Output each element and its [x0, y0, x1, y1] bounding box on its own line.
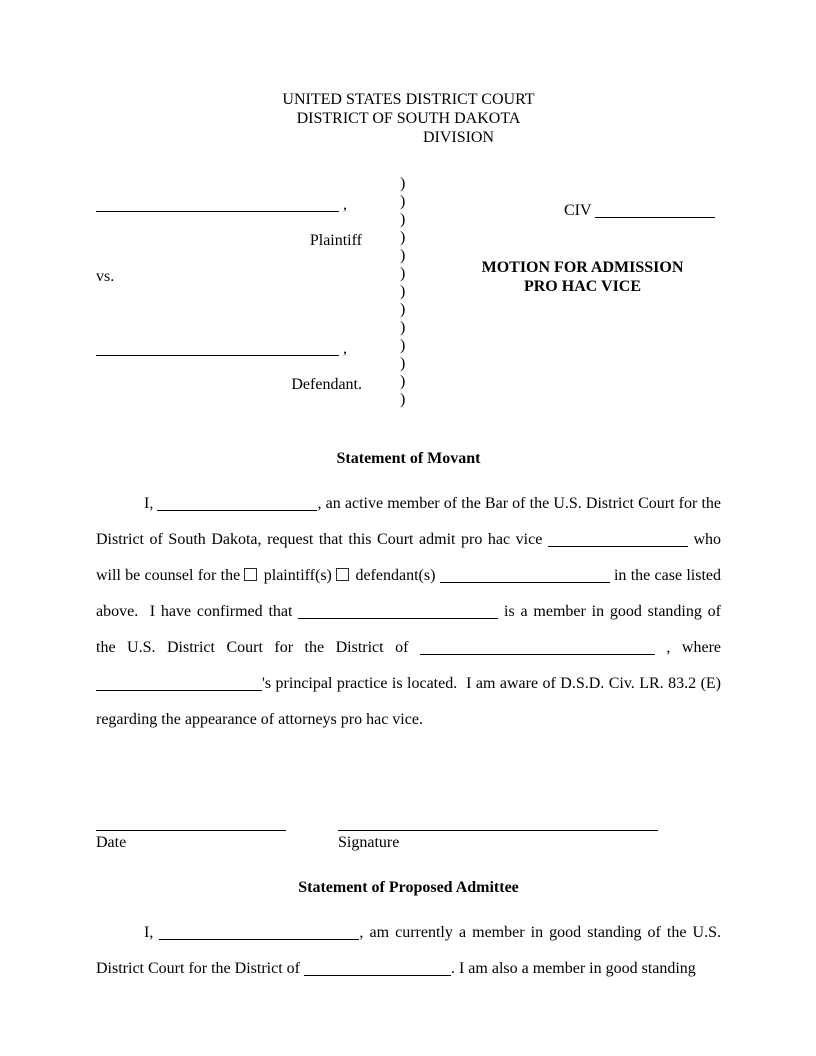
signature-field[interactable] — [338, 830, 658, 852]
defendant-checkbox[interactable] — [336, 568, 349, 581]
plaintiff-name-comma: , — [343, 196, 347, 213]
caption-paren: ) — [400, 193, 406, 210]
motion-title-line2: PRO HAC VICE — [523, 278, 642, 295]
district-name: DISTRICT OF SOUTH DAKOTA — [296, 110, 521, 127]
movant-text-1: , an active member of the Bar of the U.S. District Court for the District of South Dakota, request that this Court admit pro hac vice — [96, 495, 722, 548]
defendant-option-label: defendant(s) — [355, 567, 436, 584]
court-name: UNITED STATES DISTRICT COURT — [282, 91, 535, 108]
movant-name-input[interactable] — [157, 496, 317, 511]
defendant-name-comma: , — [343, 340, 347, 357]
movant-text-2: who will be counsel for the — [96, 531, 722, 584]
district-name-input[interactable] — [420, 640, 655, 655]
caption-paren: ) — [400, 319, 406, 336]
party-name-input[interactable] — [440, 568, 610, 583]
civ-number-input[interactable] — [595, 203, 715, 218]
versus-label: vs. — [96, 268, 115, 285]
plaintiff-label: Plaintiff — [309, 232, 362, 249]
admittee-statement-paragraph — [96, 915, 721, 987]
caption-paren: ) — [400, 247, 406, 264]
movant-section-heading: Statement of Movant — [336, 450, 481, 467]
admittee-text-2: . I am also a member in good standing — [450, 960, 696, 977]
confirmed-name-input[interactable] — [298, 604, 498, 619]
movant-text-6: 's principal practice is located. I am aware of D.S.D. Civ. LR. 83.2 (E) regarding the appearance of attorneys pro hac vice. — [96, 675, 721, 728]
signature-label: Signature — [338, 834, 400, 851]
plaintiff-option-label: plaintiff(s) — [263, 567, 332, 584]
caption-paren: ) — [400, 355, 406, 372]
caption-paren: ) — [400, 337, 406, 354]
caption-divider-parens — [400, 175, 414, 409]
caption-right-column — [414, 175, 721, 409]
movant-text-3: in the case listed above. I have confirmed that — [96, 567, 722, 620]
movant-statement-paragraph — [96, 486, 721, 738]
practice-name-input[interactable] — [96, 676, 262, 691]
defendant-name-input[interactable] — [96, 341, 339, 356]
movant-text-5: , where — [666, 639, 722, 656]
caption-paren: ) — [400, 283, 406, 300]
admittee-text-intro: I, — [144, 924, 154, 941]
caption-paren: ) — [400, 391, 406, 408]
admittee-text-1: , am currently a member in good standing of the U.S. District Court for the District of — [96, 924, 721, 977]
civ-number-line — [414, 201, 721, 220]
caption-parties — [96, 175, 368, 409]
admittee-section-heading: Statement of Proposed Admittee — [298, 879, 519, 896]
date-signature-row — [96, 830, 721, 852]
civ-label: CIV — [564, 202, 592, 219]
defendant-label: Defendant. — [291, 376, 362, 393]
date-field[interactable] — [96, 830, 286, 852]
plaintiff-name-line — [96, 175, 368, 214]
plaintiff-checkbox[interactable] — [244, 568, 257, 581]
admittee-district-input[interactable] — [304, 961, 451, 976]
caption-paren: ) — [400, 265, 406, 282]
caption-paren: ) — [400, 211, 406, 228]
plaintiff-name-input[interactable] — [96, 197, 339, 212]
caption-paren: ) — [400, 301, 406, 318]
movant-text-4: is a member in good standing of the U.S. District Court for the District of — [96, 603, 722, 656]
division-line: DIVISION — [422, 129, 495, 146]
caption-paren: ) — [400, 373, 406, 390]
caption-paren: ) — [400, 229, 406, 246]
admittee-name-input[interactable] — [548, 532, 688, 547]
motion-title-line1: MOTION FOR ADMISSION — [481, 259, 684, 276]
defendant-name-line — [96, 339, 368, 358]
movant-text-intro: I, — [144, 495, 154, 512]
caption-paren: ) — [400, 175, 406, 192]
date-label: Date — [96, 834, 127, 851]
admittee-name-input-2[interactable] — [159, 925, 359, 940]
court-header — [96, 90, 721, 147]
motion-title — [414, 258, 721, 296]
case-caption — [96, 175, 721, 409]
